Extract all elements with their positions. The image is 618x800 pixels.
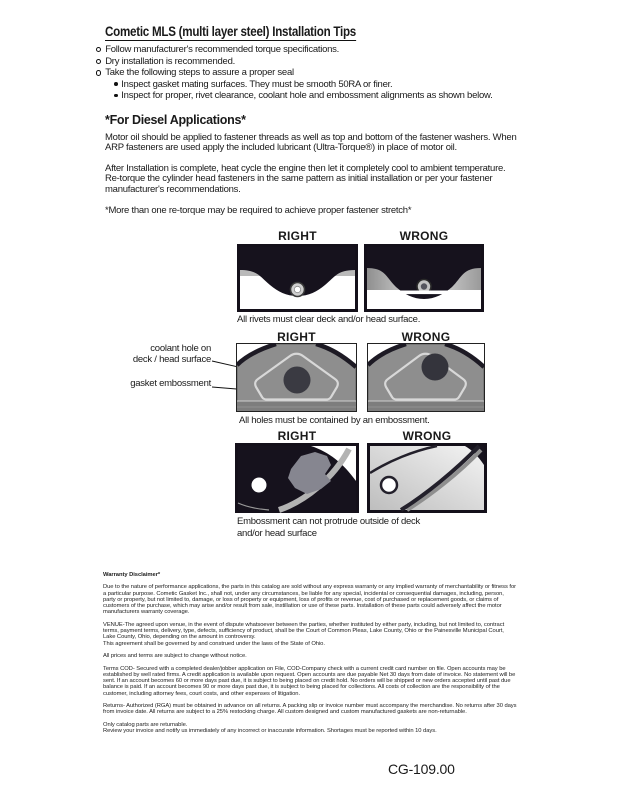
document-number: CG-109.00 xyxy=(388,761,455,777)
diesel-paragraph-2: After Installation is complete, heat cycle the engine then let it completely cool to ambient temperature. Re-torque the cylinder head fasteners in the same pattern as initial installation or per your fastener manufacturer's recommendations. xyxy=(105,163,506,195)
bolt-hole-icon xyxy=(381,477,397,493)
embossment-right-diagram xyxy=(236,343,357,412)
rivet-wrong-diagram xyxy=(364,244,484,312)
row3-caption: Embossment can not protrude outside of deck and/or head surface xyxy=(237,516,421,539)
returnable-paragraph: Only catalog parts are returnable. Review your invoice and notify us immediately of any incorrect or inaccurate information. Shortages must be reported within 10 days. xyxy=(103,721,437,734)
rivet-right-diagram xyxy=(237,244,358,312)
bolt-hole-icon xyxy=(252,478,267,493)
embossment-wrong-diagram xyxy=(367,343,485,412)
list-item xyxy=(96,44,493,56)
list-item-text: Inspect gasket mating surfaces. They must be smooth 50RA or finer. xyxy=(121,78,393,90)
page-title xyxy=(105,24,397,41)
list-item xyxy=(114,90,493,102)
bullet-icon xyxy=(96,70,101,75)
list-item-text: Dry installation is recommended. xyxy=(105,55,235,67)
list-item xyxy=(96,56,493,68)
coolant-hole xyxy=(422,354,449,381)
terms-paragraph: Terms COD- Secured with a completed dealer/jobber application on File, COD-Company check with a current credit card number on file. Open accounts may be established by well rated firms. A credit application is available upon request. Open accounts are due payable Net 30 days from date of invoice. No statement will be sent. If an account becomes 60 or more days past due, it is subject to being placed on credit hold. No orders will be shipped or new orders accepted until past due balance is paid. If an account becomes 90 or more days past due, it is subject to being placed for collections. All costs of collection are the responsibility of the customer, including attorney fees, court costs, and other expenses of litigation. xyxy=(103,665,516,697)
list-item xyxy=(96,67,493,79)
legal-fine-print xyxy=(103,572,517,740)
gasket-embossment-label: gasket embossment xyxy=(130,378,211,389)
installation-tips-list xyxy=(96,44,493,102)
row1-wrong-label: WRONG xyxy=(399,229,449,243)
protrude-right-diagram xyxy=(235,443,359,513)
coolant-hole xyxy=(284,367,311,394)
sub-bullet-icon xyxy=(114,82,118,86)
sub-bullet-icon xyxy=(114,94,118,98)
row2-right-label: RIGHT xyxy=(277,330,316,344)
row3-wrong-label: WRONG xyxy=(402,429,452,443)
list-item xyxy=(114,79,493,91)
diesel-paragraph-1: Motor oil should be applied to fastener threads as well as top and bottom of the fastener washers. When ARP fasteners are used apply the included lubricant (Ultra-Torque®) in place of motor oil. xyxy=(105,132,517,154)
bullet-icon xyxy=(96,47,101,52)
list-item-text: Follow manufacturer's recommended torque specifications. xyxy=(105,44,340,55)
row2-wrong-label: WRONG xyxy=(401,330,451,344)
diesel-section-heading: *For Diesel Applications* xyxy=(105,113,246,127)
row3-right-label: RIGHT xyxy=(277,429,317,443)
venue-paragraph: VENUE-The agreed upon venue, in the event of dispute whatsoever between the parties, whether instituted by either party, including, but not limited to, contract terms, payment terms, delivery, type, defects, sufficiency of product, shall be the Court of Common Pleas, Lake County, Ohio or the Painesville Municipal Court, Lake County, Ohio, depending on the amount in controversy. This agreement shall be governed by and construed under the laws of the State of Ohio. xyxy=(103,621,505,647)
list-item-text: Inspect for proper, rivet clearance, coolant hole and embossment alignments as shown below. xyxy=(121,90,493,102)
protrude-wrong-diagram xyxy=(367,443,487,513)
warranty-paragraph: Due to the nature of performance applications, the parts in this catalog are sold without any express warranty or any implied warranty of merchantability or fitness for a particular purpose. Cometic Gasket Inc., shall not, under any circumstances, be liable for any special, incidental or consequential damages, including, person, party or property, but not limited to, damage, or loss of property or equipment, loss of profits or revenue, cost of purchased or replacement goods, or claims of customers of the purchase, which may arise and/or result from sale, instillation or use of these parts. Installation of these parts could adversely affect the motor manufacturers warranty coverage. xyxy=(103,584,517,616)
row2-caption: All holes must be contained by an embossment. xyxy=(239,415,430,426)
bullet-icon xyxy=(96,59,101,64)
row1-caption: All rivets must clear deck and/or head surface. xyxy=(237,314,421,325)
returns-paragraph: Returns- Authorized (RGA) must be obtained in advance on all returns. A packing slip or invoice number must accompany the merchandise. No returns after 30 days from invoice date. All returns are subject to a 25% restocking charge. All custom designed and custom manufactured gaskets are non-returnable. xyxy=(103,702,517,716)
deck-line xyxy=(367,291,481,295)
page-title-text: Cometic MLS (multi layer steel) Installation Tips xyxy=(105,24,357,39)
row1-right-label: RIGHT xyxy=(278,229,317,243)
warranty-disclaimer-heading: Warranty Disclaimer* xyxy=(103,572,161,578)
prices-paragraph: All prices and terms are subject to change without notice. xyxy=(103,653,247,660)
retorque-note: *More than one re-torque may be required to achieve proper fastener stretch* xyxy=(105,205,412,216)
coolant-hole-label: coolant hole on deck / head surface xyxy=(132,343,211,365)
list-item-text: Take the following steps to assure a proper seal xyxy=(105,67,294,79)
